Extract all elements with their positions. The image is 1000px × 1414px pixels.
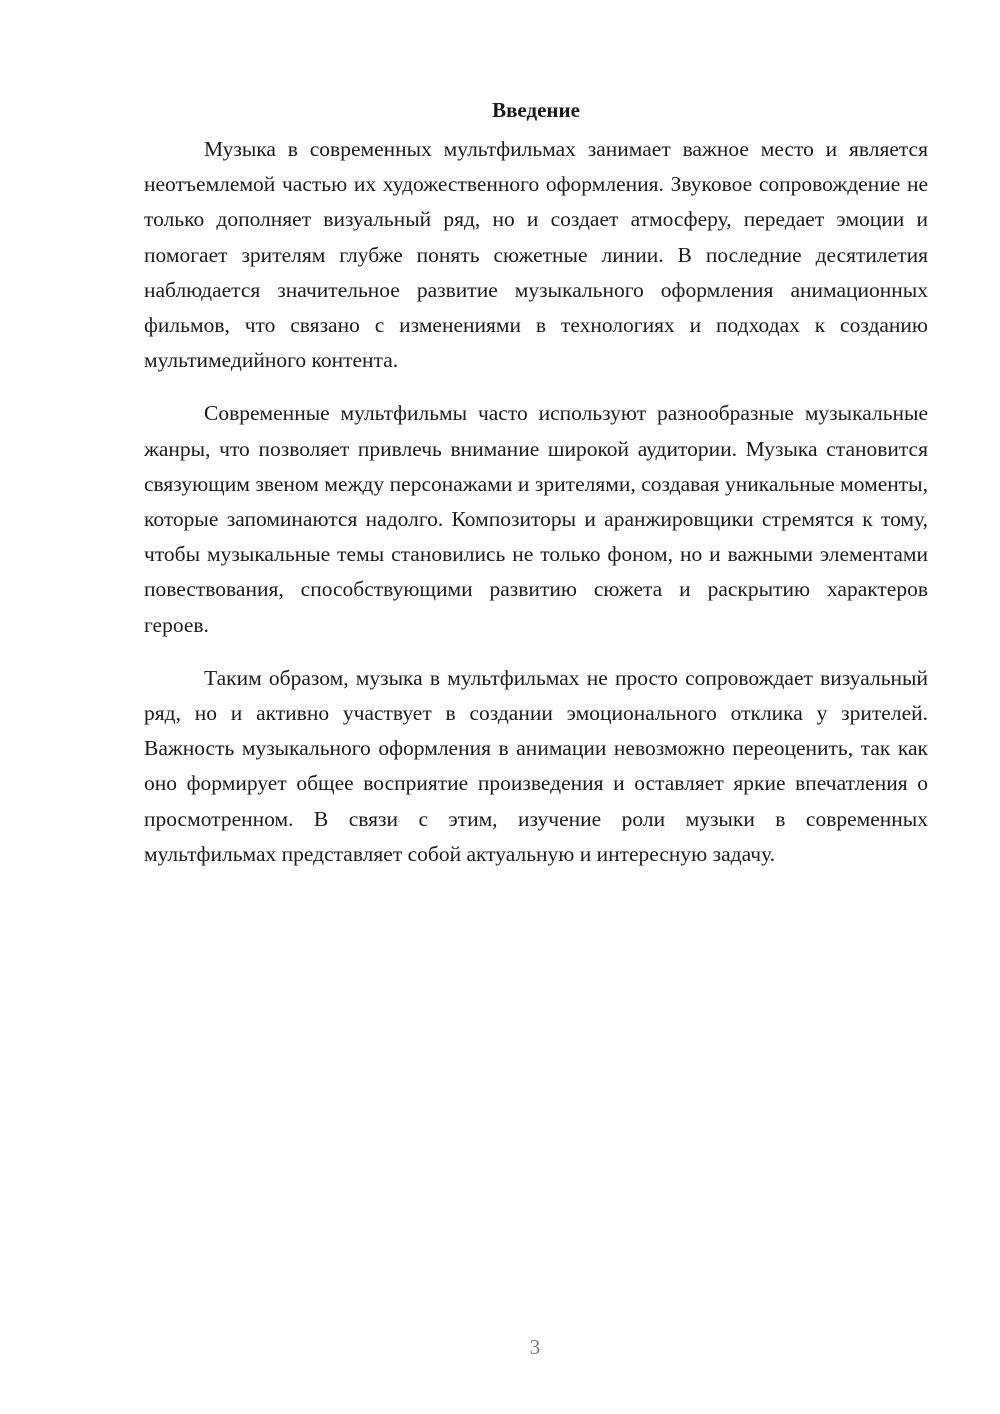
section-heading: Введение	[492, 98, 580, 122]
paragraph-3: Таким образом, музыка в мультфильмах не просто сопровождает визуальный ряд, но и активно участвует в создании эмоционального отклика у зрителей. Важность музыкального оформления в анимации невозможно переоценить, так как оно формирует общее восприятие произведения и оставляет яркие впечатления о просмотренном. В связи с этим, изучение роли музыки в современных мультфильмах представляет собой актуальную и интересную задачу.	[144, 665, 928, 866]
page-number: 3	[529, 1335, 541, 1359]
page-content	[144, 92, 928, 872]
paragraph-1: Музыка в современных мультфильмах занимает важное место и является неотъемлемой частью их художественного оформления. Звуковое сопровождение не только дополняет визуальный ряд, но и создает атмосферу, передает эмоции и помогает зрителям глубже понять сюжетные линии. В последние десятилетия наблюдается значительное развитие музыкального оформления анимационных фильмов, что связано с изменениями в технологиях и подходах к созданию мультимедийного контента.	[144, 137, 928, 373]
paragraph-2: Современные мультфильмы часто используют разнообразные музыкальные жанры, что позволяет привлечь внимание широкой аудитории. Музыка становится связующим звеном между персонажами и зрителями, создавая уникальные моменты, которые запоминаются надолго. Композиторы и аранжировщики стремятся к тому, чтобы музыкальные темы становились не только фоном, но и важными элементами повествования, способствующими развитию сюжета и раскрытию характеров героев.	[144, 401, 928, 637]
